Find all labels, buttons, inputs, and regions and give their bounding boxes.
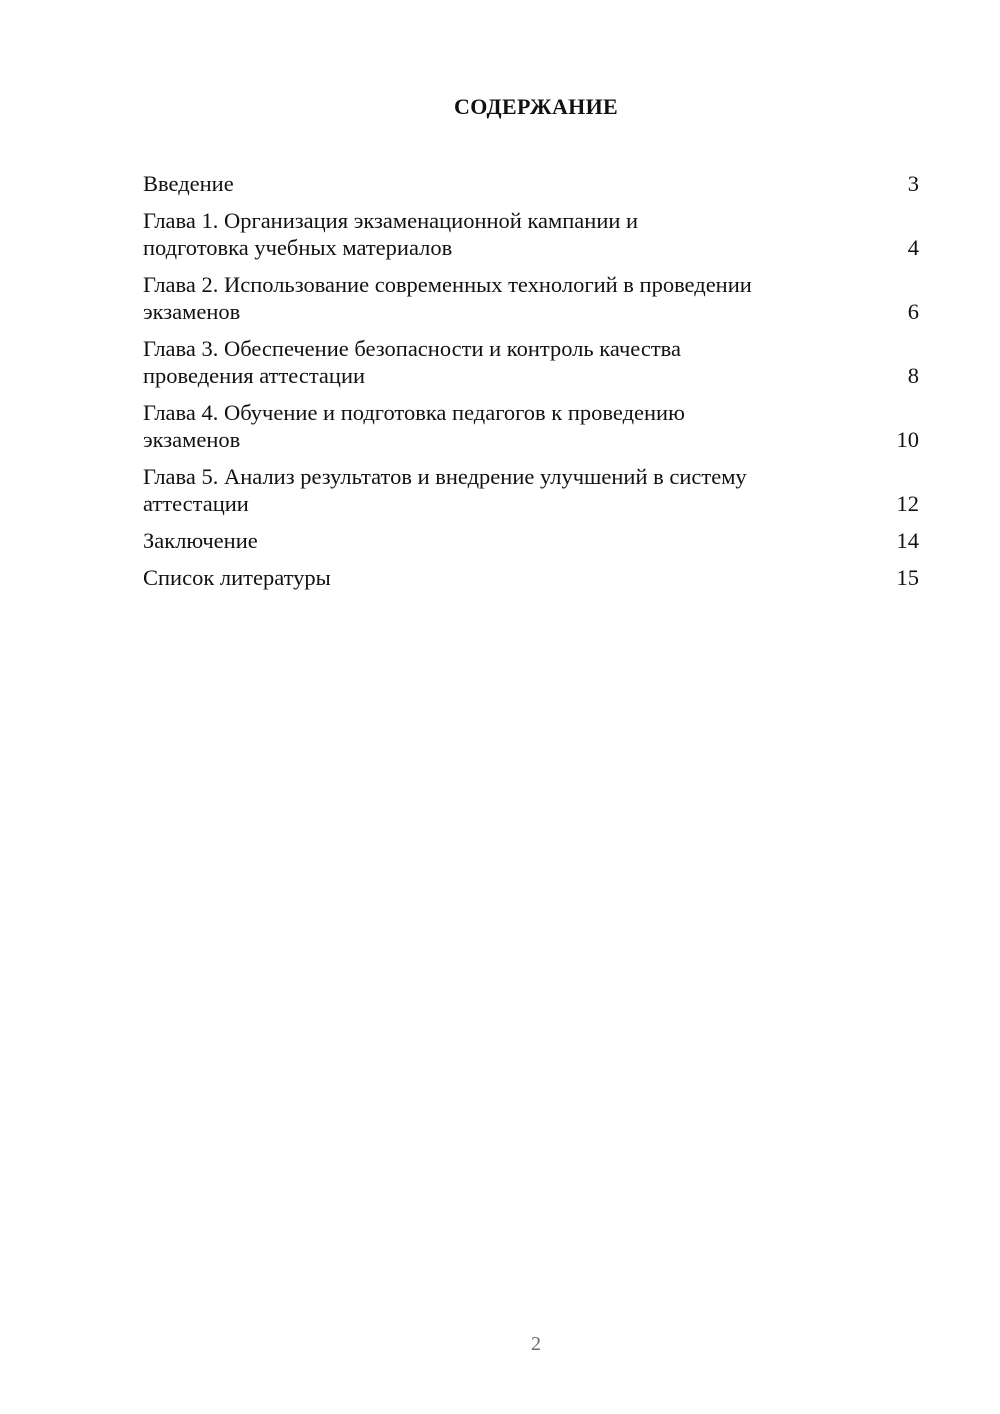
toc-entry-line: Введение: [143, 171, 234, 196]
toc-entry-line: экзаменов: [143, 427, 241, 452]
toc-entry-line: проведения аттестации: [143, 363, 366, 388]
toc-entry-title: [143, 463, 833, 517]
page-title: СОДЕРЖАНИЕ: [454, 94, 618, 119]
toc-entry-line: Заключение: [143, 528, 258, 553]
toc-entry-page: 3: [907, 171, 919, 196]
toc-entry-title: [143, 271, 833, 325]
toc-entry-chapter-5: [143, 463, 919, 517]
toc-entry-line: Глава 5. Анализ результатов и внедрение улучшений в систему: [143, 464, 747, 489]
toc-entry-title: [143, 527, 833, 554]
toc-entry-references: [143, 564, 919, 591]
toc-entry-line: Глава 4. Обучение и подготовка педагогов к проведению: [143, 400, 685, 425]
toc-entry-chapter-1: [143, 207, 919, 261]
page-number: 2: [531, 1333, 541, 1355]
toc-entry-chapter-2: [143, 271, 919, 325]
toc-entry-title: [143, 399, 833, 453]
toc-entry-page: 10: [896, 427, 919, 452]
toc-entry-line: Глава 1. Организация экзаменационной кампании и: [143, 208, 639, 233]
table-of-contents: [143, 170, 919, 601]
toc-entry-title: [143, 564, 833, 591]
toc-entry-line: подготовка учебных материалов: [143, 235, 453, 260]
toc-entry-page: 14: [896, 528, 919, 553]
toc-entry-page: 12: [896, 491, 919, 516]
toc-entry-line: Глава 3. Обеспечение безопасности и контроль качества: [143, 336, 681, 361]
toc-entry-title: [143, 207, 833, 261]
toc-entry-line: экзаменов: [143, 299, 241, 324]
toc-entry-introduction: [143, 170, 919, 197]
toc-entry-page: 4: [907, 235, 919, 260]
toc-entry-title: [143, 335, 833, 389]
toc-entry-conclusion: [143, 527, 919, 554]
toc-entry-page: 6: [907, 299, 919, 324]
toc-entry-title: [143, 170, 833, 197]
toc-entry-line: аттестации: [143, 491, 249, 516]
toc-entry-page: 8: [907, 363, 919, 388]
toc-entry-line: Список литературы: [143, 565, 331, 590]
toc-entry-line: Глава 2. Использование современных технологий в проведении: [143, 272, 752, 297]
toc-entry-chapter-4: [143, 399, 919, 453]
toc-entry-page: 15: [896, 565, 919, 590]
toc-entry-chapter-3: [143, 335, 919, 389]
